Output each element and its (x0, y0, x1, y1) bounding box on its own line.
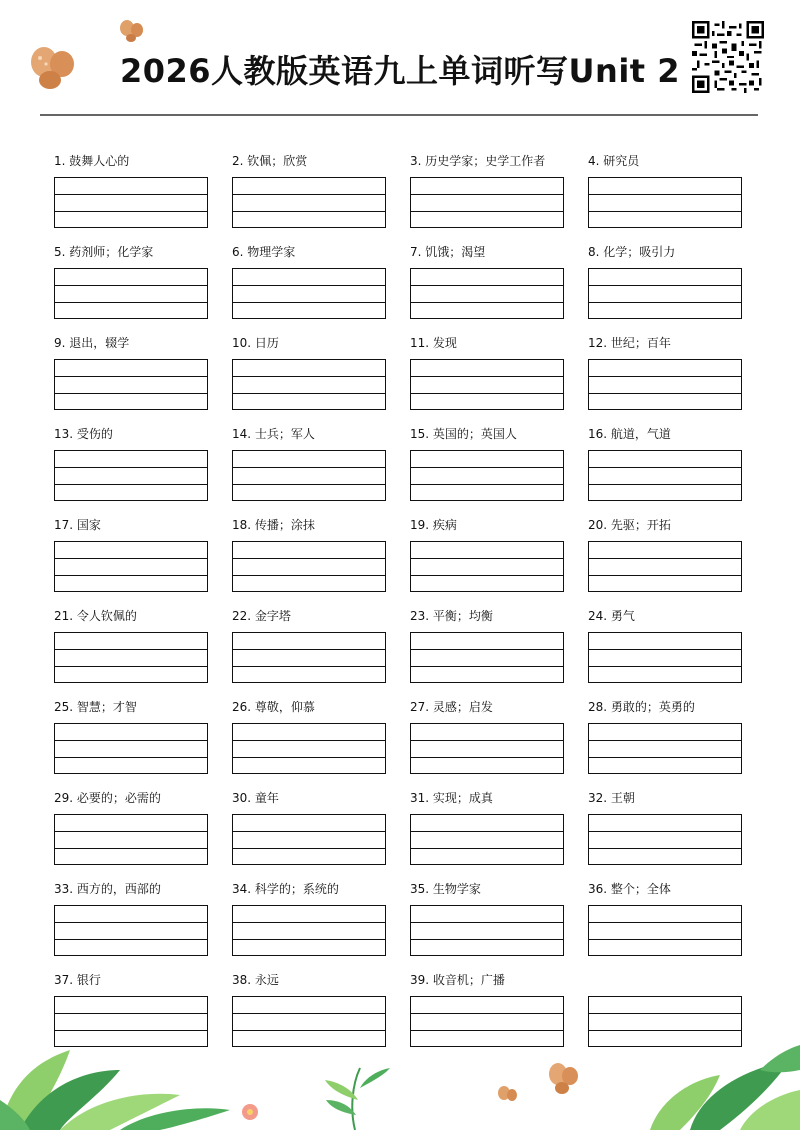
answer-box[interactable] (410, 359, 564, 410)
writing-line (411, 649, 563, 651)
answer-box[interactable] (232, 541, 386, 592)
writing-line (411, 848, 563, 850)
answer-box[interactable] (54, 814, 208, 865)
answer-box[interactable] (54, 632, 208, 683)
word-prompt: 16. 航道，气道 (588, 427, 671, 441)
answer-box[interactable] (588, 814, 742, 865)
word-item (54, 609, 214, 623)
writing-line (55, 376, 207, 378)
writing-line (411, 285, 563, 287)
answer-box[interactable] (410, 177, 564, 228)
writing-line (55, 393, 207, 395)
writing-line (55, 194, 207, 196)
writing-line (589, 575, 741, 577)
writing-line (589, 376, 741, 378)
writing-line (55, 558, 207, 560)
word-prompt: 24. 勇气 (588, 609, 635, 623)
word-item (232, 154, 392, 168)
word-item (410, 609, 570, 623)
word-item (588, 700, 748, 714)
word-prompt: 31. 实现；成真 (410, 791, 493, 805)
word-item (232, 973, 392, 987)
word-item (232, 518, 392, 532)
word-item (232, 609, 392, 623)
word-prompt: 3. 历史学家；史学工作者 (410, 154, 546, 168)
writing-line (589, 467, 741, 469)
writing-line (55, 848, 207, 850)
word-prompt: 4. 研究员 (588, 154, 640, 168)
answer-box[interactable] (232, 177, 386, 228)
writing-line (411, 831, 563, 833)
answer-box[interactable] (588, 541, 742, 592)
answer-box[interactable] (54, 359, 208, 410)
answer-box[interactable] (410, 905, 564, 956)
word-item (410, 336, 570, 350)
writing-line (589, 211, 741, 213)
writing-line (411, 211, 563, 213)
answer-box[interactable] (588, 905, 742, 956)
writing-line (233, 194, 385, 196)
word-item (54, 700, 214, 714)
word-item (54, 791, 214, 805)
word-item (232, 336, 392, 350)
answer-box[interactable] (410, 632, 564, 683)
answer-box[interactable] (232, 632, 386, 683)
word-prompt: 11. 发现 (410, 336, 457, 350)
word-item (410, 882, 570, 896)
answer-box[interactable] (232, 814, 386, 865)
answer-box[interactable] (410, 541, 564, 592)
word-prompt: 18. 传播；涂抹 (232, 518, 315, 532)
writing-line (233, 211, 385, 213)
writing-line (411, 922, 563, 924)
word-prompt: 5. 药剂师；化学家 (54, 245, 154, 259)
answer-box[interactable] (410, 723, 564, 774)
answer-box[interactable] (232, 450, 386, 501)
answer-box[interactable] (410, 268, 564, 319)
writing-line (589, 558, 741, 560)
answer-box[interactable] (588, 177, 742, 228)
writing-line (233, 757, 385, 759)
word-prompt: 17. 国家 (54, 518, 101, 532)
writing-line (233, 393, 385, 395)
writing-line (411, 575, 563, 577)
word-item (232, 700, 392, 714)
writing-line (55, 1013, 207, 1015)
word-prompt: 36. 整个；全体 (588, 882, 671, 896)
writing-line (233, 649, 385, 651)
word-prompt: 21. 令人钦佩的 (54, 609, 137, 623)
writing-line (233, 848, 385, 850)
writing-line (411, 393, 563, 395)
word-item (410, 427, 570, 441)
writing-line (55, 575, 207, 577)
word-prompt: 10. 日历 (232, 336, 279, 350)
answer-box[interactable] (54, 450, 208, 501)
word-prompt: 12. 世纪；百年 (588, 336, 671, 350)
word-prompt: 19. 疾病 (410, 518, 457, 532)
word-prompt: 13. 受伤的 (54, 427, 113, 441)
writing-line (589, 302, 741, 304)
writing-line (233, 922, 385, 924)
word-prompt: 20. 先驱；开拓 (588, 518, 671, 532)
word-prompt: 35. 生物学家 (410, 882, 481, 896)
writing-line (233, 302, 385, 304)
word-item (410, 791, 570, 805)
word-item (588, 336, 748, 350)
writing-line (233, 376, 385, 378)
writing-line (589, 1013, 741, 1015)
word-item (588, 791, 748, 805)
writing-line (233, 666, 385, 668)
writing-line (233, 1030, 385, 1032)
writing-line (411, 666, 563, 668)
word-item (410, 154, 570, 168)
answer-box[interactable] (54, 541, 208, 592)
word-item (54, 336, 214, 350)
word-item (588, 609, 748, 623)
word-item (588, 882, 748, 896)
writing-line (55, 467, 207, 469)
word-prompt: 7. 饥饿；渴望 (410, 245, 486, 259)
answer-box[interactable] (54, 723, 208, 774)
writing-line (411, 467, 563, 469)
answer-box[interactable] (410, 814, 564, 865)
writing-line (55, 484, 207, 486)
writing-line (589, 393, 741, 395)
writing-line (411, 939, 563, 941)
answer-box[interactable] (54, 177, 208, 228)
word-prompt: 6. 物理学家 (232, 245, 296, 259)
writing-line (411, 484, 563, 486)
word-item (54, 427, 214, 441)
writing-line (589, 757, 741, 759)
word-item (232, 427, 392, 441)
writing-line (589, 285, 741, 287)
word-item (54, 154, 214, 168)
writing-line (411, 558, 563, 560)
writing-line (55, 211, 207, 213)
writing-line (55, 922, 207, 924)
word-item (54, 973, 214, 987)
word-prompt: 30. 童年 (232, 791, 279, 805)
answer-box[interactable] (54, 905, 208, 956)
writing-line (233, 467, 385, 469)
answer-box[interactable] (588, 268, 742, 319)
writing-line (233, 831, 385, 833)
word-prompt: 9. 退出，辍学 (54, 336, 130, 350)
word-prompt: 2. 钦佩；欣赏 (232, 154, 308, 168)
word-item (232, 882, 392, 896)
writing-line (589, 939, 741, 941)
word-prompt: 29. 必要的；必需的 (54, 791, 161, 805)
writing-line (55, 831, 207, 833)
writing-line (411, 757, 563, 759)
word-item (588, 427, 748, 441)
word-item (54, 245, 214, 259)
writing-line (55, 939, 207, 941)
page-title: 2026人教版英语九上单词听写Unit 2 (119, 52, 680, 90)
writing-line (589, 922, 741, 924)
answer-box[interactable] (232, 723, 386, 774)
writing-line (233, 575, 385, 577)
answer-box[interactable] (588, 359, 742, 410)
answer-box[interactable] (588, 723, 742, 774)
writing-line (411, 194, 563, 196)
writing-line (55, 302, 207, 304)
word-prompt: 14. 士兵；军人 (232, 427, 315, 441)
writing-line (589, 1030, 741, 1032)
word-item (588, 973, 748, 987)
word-prompt: 39. 收音机；广播 (410, 973, 505, 987)
word-item (588, 245, 748, 259)
writing-line (589, 848, 741, 850)
writing-line (589, 194, 741, 196)
word-prompt: 37. 银行 (54, 973, 101, 987)
writing-line (411, 1030, 563, 1032)
writing-line (55, 757, 207, 759)
word-prompt: 27. 灵感；启发 (410, 700, 493, 714)
writing-line (233, 484, 385, 486)
writing-line (233, 740, 385, 742)
word-item (588, 518, 748, 532)
word-prompt: 28. 勇敢的；英勇的 (588, 700, 695, 714)
word-item (54, 882, 214, 896)
word-prompt: 22. 金字塔 (232, 609, 291, 623)
word-prompt: 32. 王朝 (588, 791, 635, 805)
writing-line (233, 1013, 385, 1015)
word-item (410, 518, 570, 532)
word-prompt (588, 973, 748, 987)
writing-line (589, 649, 741, 651)
writing-line (233, 558, 385, 560)
answer-box[interactable] (232, 359, 386, 410)
word-item (232, 245, 392, 259)
word-item (410, 245, 570, 259)
word-prompt: 34. 科学的；系统的 (232, 882, 339, 896)
writing-line (589, 666, 741, 668)
word-item (410, 700, 570, 714)
writing-line (55, 740, 207, 742)
writing-line (589, 831, 741, 833)
writing-line (55, 649, 207, 651)
writing-line (589, 740, 741, 742)
writing-line (55, 285, 207, 287)
answer-box[interactable] (232, 268, 386, 319)
writing-line (411, 740, 563, 742)
word-prompt: 38. 永远 (232, 973, 279, 987)
word-prompt: 15. 英国的；英国人 (410, 427, 517, 441)
word-item (232, 791, 392, 805)
writing-line (233, 939, 385, 941)
word-item (588, 154, 748, 168)
writing-line (233, 285, 385, 287)
writing-line (55, 666, 207, 668)
answer-box[interactable] (588, 632, 742, 683)
writing-line (589, 484, 741, 486)
word-prompt: 33. 西方的，西部的 (54, 882, 161, 896)
word-prompt: 25. 智慧；才智 (54, 700, 137, 714)
answer-box[interactable] (232, 905, 386, 956)
writing-line (411, 302, 563, 304)
writing-line (411, 1013, 563, 1015)
word-prompt: 26. 尊敬，仰慕 (232, 700, 315, 714)
word-item (410, 973, 570, 987)
leaf-decoration (0, 1040, 800, 1130)
word-prompt: 23. 平衡；均衡 (410, 609, 493, 623)
answer-box[interactable] (410, 450, 564, 501)
word-prompt: 8. 化学；吸引力 (588, 245, 676, 259)
writing-line (411, 376, 563, 378)
word-item (54, 518, 214, 532)
answer-box[interactable] (54, 268, 208, 319)
answer-box[interactable] (588, 450, 742, 501)
writing-line (55, 1030, 207, 1032)
word-prompt: 1. 鼓舞人心的 (54, 154, 130, 168)
